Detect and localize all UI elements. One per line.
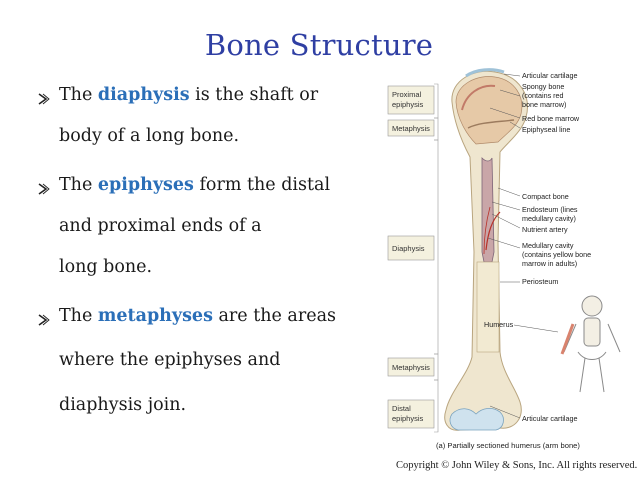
label-compact-bone: Compact bone (522, 192, 569, 201)
section-brackets (434, 84, 438, 432)
humerus-bone (445, 70, 528, 431)
text: is the shaft or (189, 85, 319, 105)
humerus-diagram (380, 62, 638, 457)
label-metaphysis-bottom: Metaphysis (392, 363, 430, 372)
label-medullary-2: (contains yellow bone (522, 250, 592, 259)
label-distal-epiphysis-1: Distal (392, 404, 411, 413)
term-diaphysis: diaphysis (97, 85, 190, 105)
bullet-2-line-2: and proximal ends of a (59, 216, 262, 236)
label-metaphysis-top: Metaphysis (392, 124, 430, 133)
label-medullary-3: marrow in adults) (522, 259, 578, 268)
label-articular-cartilage-bottom: Articular cartilage (522, 414, 578, 423)
arrow-bullet-icon (35, 181, 51, 197)
figure-caption: (a) Partially sectioned humerus (arm bone) (436, 441, 580, 450)
label-spongy-2: (contains red (522, 91, 564, 100)
label-periosteum: Periosteum (522, 277, 559, 286)
label-humerus: Humerus (484, 320, 514, 329)
label-proximal-epiphysis-2: epiphysis (392, 100, 424, 109)
text: The (59, 306, 98, 326)
bullet-1-line-1 (38, 85, 318, 105)
text: are the areas (212, 306, 336, 326)
bullet-3-line-1 (38, 306, 336, 326)
bullet-1-line-2: body of a long bone. (59, 126, 240, 146)
label-distal-epiphysis-2: epiphysis (392, 414, 424, 423)
bullet-2-line-3: long bone. (59, 257, 153, 277)
label-endosteum-2: medullary cavity) (522, 214, 576, 223)
label-medullary-1: Medullary cavity (522, 241, 574, 250)
copyright-notice: Copyright © John Wiley & Sons, Inc. All rights reserved. (396, 460, 638, 471)
text: form the distal (193, 175, 331, 195)
arrow-bullet-icon (35, 91, 51, 107)
label-articular-cartilage-top: Articular cartilage (522, 71, 578, 80)
label-spongy-3: bone marrow) (522, 100, 567, 109)
label-nutrient-artery: Nutrient artery (522, 225, 568, 234)
bullet-2-line-1 (38, 175, 330, 195)
left-label-boxes (388, 86, 434, 428)
label-red-bone-marrow: Red bone marrow (522, 114, 580, 123)
text: The (59, 175, 98, 195)
slide-title: Bone Structure (204, 28, 434, 62)
bullet-3-line-2: where the epiphyses and (59, 350, 281, 370)
label-diaphysis: Diaphysis (392, 244, 425, 253)
bullet-3-line-3: diaphysis join. (59, 395, 187, 415)
arrow-bullet-icon (35, 312, 51, 328)
label-endosteum-1: Endosteum (lines (522, 205, 578, 214)
text: The (59, 85, 98, 105)
label-spongy-1: Spongy bone (522, 82, 565, 91)
term-epiphyses: epiphyses (97, 175, 194, 195)
label-proximal-epiphysis-1: Proximal (392, 90, 422, 99)
right-labels (522, 71, 591, 423)
label-epiphyseal-line: Epiphyseal line (522, 125, 571, 134)
term-metaphyses: metaphyses (97, 306, 213, 326)
